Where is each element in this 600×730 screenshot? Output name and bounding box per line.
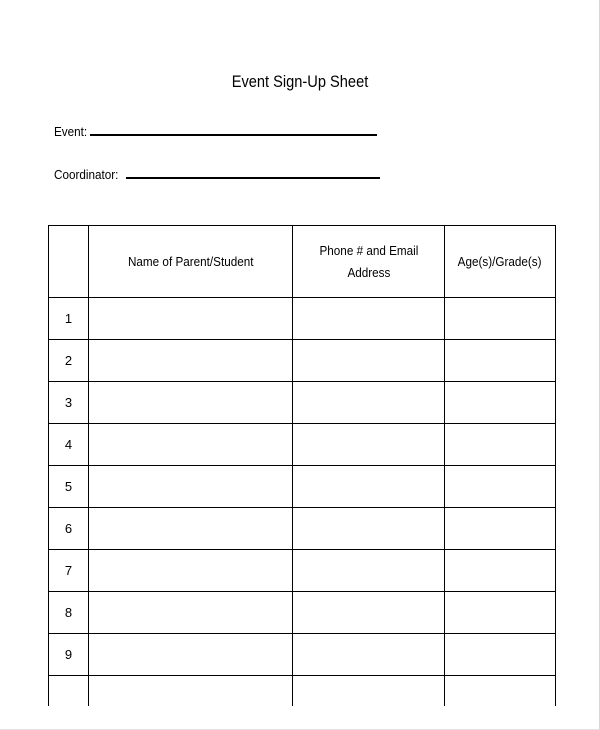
age-grade-cell[interactable] xyxy=(444,298,555,340)
event-label: Event: xyxy=(54,124,88,139)
phone-email-cell[interactable] xyxy=(293,340,444,382)
signup-table xyxy=(48,225,556,706)
table-row xyxy=(49,634,556,676)
name-cell[interactable] xyxy=(89,508,293,550)
table-header-row xyxy=(49,226,556,298)
phone-email-cell[interactable] xyxy=(293,298,444,340)
row-number: 6 xyxy=(49,508,89,550)
phone-email-cell[interactable] xyxy=(293,466,444,508)
row-number: 4 xyxy=(49,424,89,466)
age-grade-cell[interactable] xyxy=(444,466,555,508)
name-cell[interactable] xyxy=(89,382,293,424)
event-blank-line[interactable] xyxy=(90,134,377,136)
age-grade-cell[interactable] xyxy=(444,340,555,382)
row-number: 9 xyxy=(49,634,89,676)
header-phone-email xyxy=(293,226,444,298)
header-name: Name of Parent/Student xyxy=(89,226,293,298)
age-grade-cell[interactable] xyxy=(444,550,555,592)
age-grade-cell[interactable] xyxy=(444,382,555,424)
header-age-grade: Age(s)/Grade(s) xyxy=(444,226,555,298)
coordinator-blank-line[interactable] xyxy=(126,177,380,179)
table-row-partial xyxy=(49,676,556,707)
table-row xyxy=(49,466,556,508)
name-cell[interactable] xyxy=(89,298,293,340)
row-number: 3 xyxy=(49,382,89,424)
row-number: 2 xyxy=(49,340,89,382)
phone-email-cell[interactable] xyxy=(293,550,444,592)
table-row xyxy=(49,382,556,424)
phone-email-cell[interactable] xyxy=(293,424,444,466)
name-cell[interactable] xyxy=(89,676,293,707)
document-title: Event Sign-Up Sheet xyxy=(231,72,369,91)
row-number: 8 xyxy=(49,592,89,634)
coordinator-label: Coordinator: xyxy=(54,167,119,182)
table-row xyxy=(49,508,556,550)
table-row xyxy=(49,592,556,634)
table-row xyxy=(49,298,556,340)
age-grade-cell[interactable] xyxy=(444,424,555,466)
row-number-empty xyxy=(49,676,89,707)
age-grade-cell[interactable] xyxy=(444,592,555,634)
event-field xyxy=(54,121,377,139)
name-cell[interactable] xyxy=(89,592,293,634)
header-phone-line1: Phone # and Email xyxy=(319,242,419,258)
row-number: 7 xyxy=(49,550,89,592)
name-cell[interactable] xyxy=(89,340,293,382)
header-phone-line2: Address xyxy=(347,264,391,280)
table-row xyxy=(49,424,556,466)
age-grade-cell[interactable] xyxy=(444,508,555,550)
name-cell[interactable] xyxy=(89,466,293,508)
name-cell[interactable] xyxy=(89,424,293,466)
phone-email-cell[interactable] xyxy=(293,634,444,676)
table-row xyxy=(49,550,556,592)
coordinator-field xyxy=(54,164,380,182)
age-grade-cell[interactable] xyxy=(444,634,555,676)
phone-email-cell[interactable] xyxy=(293,676,444,707)
phone-email-cell[interactable] xyxy=(293,592,444,634)
row-number: 5 xyxy=(49,466,89,508)
phone-email-cell[interactable] xyxy=(293,382,444,424)
name-cell[interactable] xyxy=(89,634,293,676)
header-number xyxy=(49,226,89,298)
name-cell[interactable] xyxy=(89,550,293,592)
row-number: 1 xyxy=(49,298,89,340)
table-row xyxy=(49,340,556,382)
age-grade-cell[interactable] xyxy=(444,676,555,707)
phone-email-cell[interactable] xyxy=(293,508,444,550)
